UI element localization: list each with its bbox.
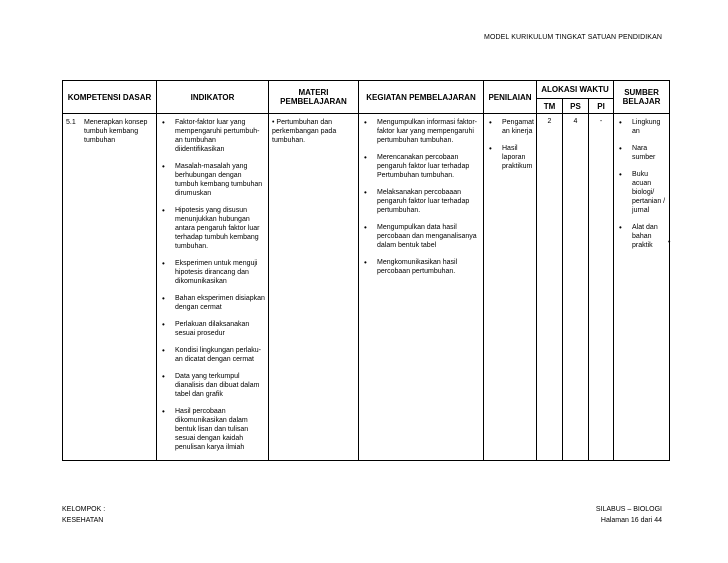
list-item-text: Faktor-faktor luar yang mempengaruhi pertumbuh-an tumbuhan diidentifikasikan (175, 119, 260, 153)
list-item (617, 144, 666, 162)
tm-value: 2 (547, 118, 552, 125)
list-item (160, 259, 265, 286)
list-item (160, 162, 265, 198)
footer-group-label: KELOMPOK : (62, 506, 106, 513)
list-item (160, 346, 265, 364)
header-penilaian: PENILAIAN (484, 81, 537, 114)
kegiatan-cell (359, 114, 484, 461)
bullet-icon: • (619, 118, 622, 127)
bullet-icon: • (162, 346, 165, 355)
list-item-text: Hipotesis yang disusun menunjukkan hubungan antara pengaruh faktor luar terhadap tumbuh kembang tumbuhan. (175, 207, 260, 250)
bullet-icon: • (364, 153, 367, 162)
bullet-icon: • (364, 188, 367, 197)
header-kegiatan: KEGIATAN PEMBELAJARAN (359, 81, 484, 114)
list-item-text: Hasil percobaan dikomunikasikan dalam bentuk lisan dan tulisan sesuai dengan kaidah penulisan karya ilmiah (175, 408, 249, 451)
list-item-text: Buku acuan biologi/ pertanian / jurnal (632, 171, 666, 214)
ps-value: 4 (573, 118, 578, 125)
header-pi: PI (589, 99, 614, 114)
indikator-list-1 (160, 118, 265, 364)
list-item (617, 170, 666, 215)
list-item-text: Lingkung an (632, 119, 661, 135)
list-item-text: Nara sumber (632, 145, 656, 161)
list-item (362, 258, 480, 276)
list-item (362, 118, 480, 145)
list-item-text: Mengumpulkan data hasil percobaan dan menganalisanya dalam bentuk tabel (377, 224, 477, 249)
kompetensi-cell (63, 114, 157, 461)
penilaian-list (487, 118, 533, 171)
header-sumber: SUMBER BELAJAR (614, 81, 670, 114)
footer-doc-name: SILABUS – BIOLOGI (595, 506, 662, 513)
list-item (362, 153, 480, 180)
bullet-icon: • (162, 259, 165, 268)
list-item-text: Mengkomunikasikan hasil percobaan pertumbuhan. (377, 259, 458, 275)
ps-cell (563, 114, 589, 461)
list-item-text: Data yang terkumpul dianalisis dan dibuat dalam tabel dan grafik (175, 373, 260, 398)
sumber-cell (614, 114, 670, 461)
bullet-icon: • (162, 407, 165, 416)
list-item (160, 206, 265, 251)
list-item (160, 320, 265, 338)
bullet-icon: • (162, 372, 165, 381)
list-item-text: Kondisi lingkungan perlaku-an dicatat dengan cermat (175, 347, 261, 363)
pi-cell (589, 114, 614, 461)
list-item-text: Masalah-masalah yang berhubungan dengan tumbuh kembang tumbuhan dirumuskan (175, 163, 263, 197)
indikator-list-2 (160, 372, 265, 452)
list-item (362, 223, 480, 250)
penilaian-cell (484, 114, 537, 461)
materi-text: • Pertumbuhan dan perkembangan pada tumbuhan. (272, 119, 337, 144)
list-item-text: Melaksanakan percobaaan pengaruh faktor luar terhadap pertumbuhan. (377, 189, 470, 214)
bullet-icon: • (162, 320, 165, 329)
list-item (617, 118, 666, 136)
syllabus-table (62, 80, 670, 461)
list-item (160, 372, 265, 399)
header-ps: PS (563, 99, 589, 114)
table-row (63, 114, 670, 461)
header-tm: TM (537, 99, 563, 114)
footer-right (596, 504, 662, 526)
bullet-icon: • (162, 118, 165, 127)
bullet-icon: • (489, 144, 492, 153)
list-item-text: Mengumpulkan informasi faktor-faktor luar yang mempengaruhi pertumbuhan tumbuhan. (377, 119, 477, 144)
bullet-icon: • (162, 294, 165, 303)
list-item (160, 118, 265, 154)
stray-bullet-icon: • (668, 239, 671, 246)
bullet-icon: • (364, 118, 367, 127)
sumber-list (617, 118, 666, 250)
list-item (487, 118, 533, 136)
bullet-icon: • (364, 223, 367, 232)
bullet-icon: • (619, 170, 622, 179)
materi-cell (269, 114, 359, 461)
tm-cell (537, 114, 563, 461)
list-item (160, 294, 265, 312)
pi-value: - (599, 118, 603, 125)
bullet-icon: • (162, 162, 165, 171)
kompetensi-number: 5.1 (66, 119, 76, 126)
footer-group-value: KESEHATAN (62, 517, 104, 524)
list-item-text: Perlakuan dilaksanakan sesuai prosedur (175, 321, 250, 337)
header-kompetensi: KOMPETENSI DASAR (63, 81, 157, 114)
bullet-icon: • (619, 144, 622, 153)
bullet-icon: • (619, 223, 622, 232)
bullet-icon: • (364, 258, 367, 267)
bullet-icon: • (162, 206, 165, 215)
document-header-title: MODEL KURIKULUM TINGKAT SATUAN PENDIDIKAN (484, 34, 662, 41)
list-item (362, 188, 480, 215)
list-item-text: Merencanakan percobaan pengaruh faktor luar terhadap Pertumbuhan tumbuhan. (377, 154, 470, 179)
list-item-text: Pengamat an kinerja (502, 119, 534, 135)
list-item-text: Alat dan bahan praktik (632, 224, 658, 249)
header-indikator: INDIKATOR (157, 81, 269, 114)
list-item (487, 144, 533, 171)
indikator-cell (157, 114, 269, 461)
footer-page-number: Halaman 16 dari 44 (600, 517, 662, 524)
list-item-text: Hasil laporan praktikum (502, 145, 533, 170)
kegiatan-list (362, 118, 480, 276)
list-item-text: Bahan eksperimen disiapkan dengan cermat (175, 295, 265, 311)
list-item (617, 223, 666, 250)
header-alokasi: ALOKASI WAKTU (537, 81, 614, 99)
header-materi: MATERI PEMBELAJARAN (269, 81, 359, 114)
list-item-text: Eksperimen untuk menguji hipotesis dirancang dan dikomunikasikan (175, 260, 258, 285)
bullet-icon: • (489, 118, 492, 127)
footer-left (62, 504, 105, 526)
list-item (160, 407, 265, 452)
kompetensi-text: Menerapkan konsep tumbuh kembang tumbuhan (84, 119, 148, 144)
